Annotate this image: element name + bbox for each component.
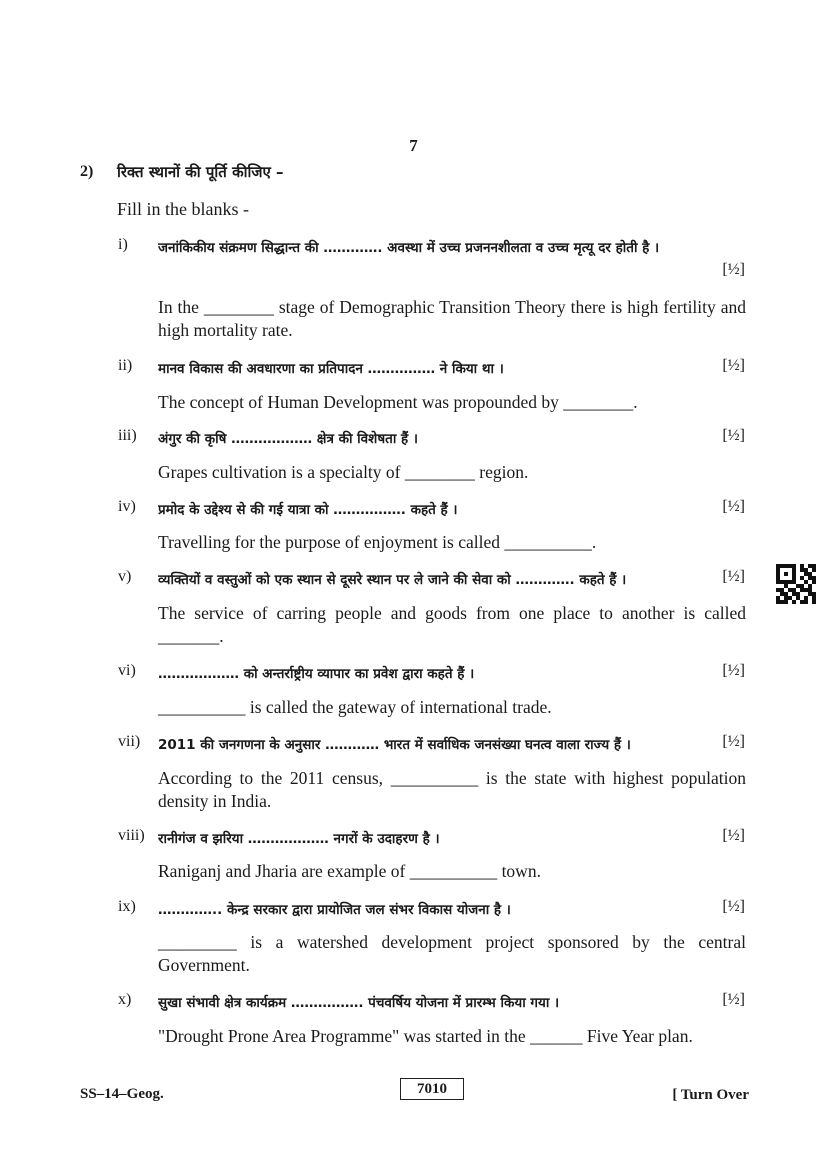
question-number: 2)	[80, 163, 94, 180]
item-hindi: रानीगंज व झरिया ……………… नगरों के उदाहरण है ।	[158, 831, 440, 847]
item-roman: ii)	[118, 357, 133, 374]
item-english: "Drought Prone Area Programme" was started in the ______ Five Year plan.	[158, 1026, 693, 1046]
item-hindi: व्यक्तियों व वस्तुओं को एक स्थान से दूसरे स्थान पर ले जाने की सेवा को …………. कहते हैं ।	[158, 572, 627, 588]
item-english: Travelling for the purpose of enjoyment is called __________.	[158, 532, 597, 552]
item-marks: [½]	[722, 568, 745, 585]
item-roman: viii)	[118, 827, 145, 844]
item-hindi: जनांकिकीय संक्रमण सिद्धान्त की …………. अवस्था में उच्च प्रजननशीलता व उच्च मृत्यू दर होती है ।	[158, 240, 660, 256]
item-roman: vii)	[118, 733, 141, 750]
page-number: 7	[409, 136, 418, 155]
item-roman: iii)	[118, 427, 137, 444]
item-hindi: 2011 की जनगणना के अनुसार ………… भारत में सर्वाधिक जनसंख्या घनत्व वाला राज्य हैं ।	[158, 737, 631, 753]
item-hindi: ………….. केन्द्र सरकार द्वारा प्रायोजित जल संभर विकास योजना है ।	[158, 902, 511, 918]
item-hindi: मानव विकास की अवधारणा का प्रतिपादन …………… ने किया था ।	[158, 361, 504, 377]
item-marks: [½]	[722, 733, 745, 750]
qr-code-icon	[776, 564, 816, 604]
item-hindi: अंगुर की कृषि ……………… क्षेत्र की विशेषता हैं ।	[158, 431, 419, 447]
item-marks: [½]	[722, 898, 745, 915]
item-roman: ix)	[118, 898, 136, 915]
item-marks: [½]	[722, 498, 745, 515]
turn-over-label: [ Turn Over	[672, 1087, 749, 1103]
item-roman: vi)	[118, 662, 136, 679]
item-english: __________ is called the gateway of international trade.	[158, 697, 552, 717]
item-marks: [½]	[722, 827, 745, 844]
item-english: According to the 2011 census, __________ is the state with highest population density in India.	[158, 768, 746, 811]
item-roman: x)	[118, 991, 132, 1008]
item-roman: i)	[118, 236, 128, 253]
item-hindi: ……………… को अन्तर्राष्ट्रीय व्यापार का प्रवेश द्वारा कहते हैं ।	[158, 666, 475, 682]
item-english: _________ is a watershed development project sponsored by the central Government.	[158, 932, 746, 975]
question-heading-hindi: रिक्त स्थानों की पूर्ति कीजिए –	[117, 163, 284, 181]
item-marks: [½]	[722, 261, 745, 278]
item-english: Raniganj and Jharia are example of __________ town.	[158, 861, 541, 881]
item-english: In the ________ stage of Demographic Transition Theory there is high fertility and high mortality rate.	[158, 297, 746, 340]
item-marks: [½]	[722, 357, 745, 374]
item-english: The concept of Human Development was propounded by ________.	[158, 392, 638, 412]
item-marks: [½]	[722, 991, 745, 1008]
item-hindi: प्रमोद के उद्देश्य से की गई यात्रा को ……………. कहते हैं ।	[158, 502, 458, 518]
item-english: The service of carring people and goods from one place to another is called _______.	[158, 603, 746, 646]
paper-code-box: 7010	[400, 1078, 464, 1100]
item-marks: [½]	[722, 427, 745, 444]
item-english: Grapes cultivation is a specialty of ________ region.	[158, 462, 529, 482]
item-hindi: सुखा संभावी क्षेत्र कार्यक्रम ……………. पंचवर्षिय योजना में प्रारम्भ किया गया ।	[158, 995, 560, 1011]
item-marks: [½]	[722, 662, 745, 679]
subject-code: SS–14–Geog.	[80, 1086, 164, 1102]
item-roman: iv)	[118, 498, 136, 515]
question-heading-english: Fill in the blanks -	[117, 199, 249, 219]
item-roman: v)	[118, 568, 132, 585]
